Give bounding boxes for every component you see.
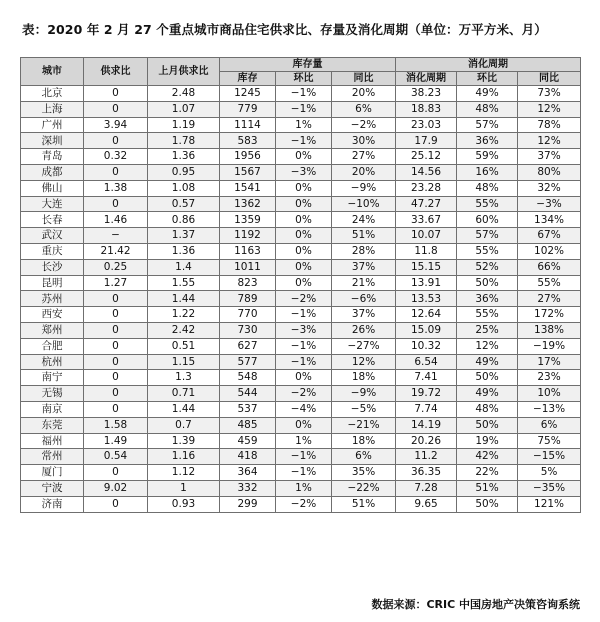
cell-inventory-yoy: 20%: [332, 86, 396, 102]
cell-digest-period: 17.9: [396, 133, 457, 149]
cell-supply-demand-ratio: 1.38: [84, 180, 148, 196]
cell-prev-month-ratio: 2.48: [148, 86, 220, 102]
cell-inventory-mom: −1%: [276, 86, 332, 102]
cell-inventory-yoy: −27%: [332, 338, 396, 354]
cell-inventory: 485: [220, 417, 276, 433]
cell-inventory-mom: −1%: [276, 307, 332, 323]
cell-inventory-yoy: 27%: [332, 149, 396, 165]
cell-city: 武汉: [21, 228, 84, 244]
cell-digest-yoy: 32%: [518, 180, 581, 196]
cell-supply-demand-ratio: 0: [84, 338, 148, 354]
cell-city: 杭州: [21, 354, 84, 370]
cell-city: 苏州: [21, 291, 84, 307]
cell-inventory-mom: 0%: [276, 243, 332, 259]
cell-city: 青岛: [21, 149, 84, 165]
cell-inventory: 418: [220, 449, 276, 465]
cell-digest-mom: 60%: [457, 212, 518, 228]
cell-inventory: 1956: [220, 149, 276, 165]
cell-supply-demand-ratio: 0: [84, 370, 148, 386]
cell-inventory-mom: −1%: [276, 465, 332, 481]
cell-city: 无锡: [21, 386, 84, 402]
cell-city: 合肥: [21, 338, 84, 354]
cell-prev-month-ratio: 0.86: [148, 212, 220, 228]
cell-city: 长春: [21, 212, 84, 228]
cell-digest-period: 19.72: [396, 386, 457, 402]
cell-inventory: 1163: [220, 243, 276, 259]
cell-inventory-mom: 0%: [276, 180, 332, 196]
cell-digest-yoy: −19%: [518, 338, 581, 354]
cell-digest-period: 9.65: [396, 496, 457, 512]
cell-digest-mom: 52%: [457, 259, 518, 275]
cell-prev-month-ratio: 1.39: [148, 433, 220, 449]
cell-inventory-mom: 0%: [276, 417, 332, 433]
cell-inventory-mom: 1%: [276, 480, 332, 496]
cell-prev-month-ratio: 0.71: [148, 386, 220, 402]
cell-digest-yoy: −13%: [518, 401, 581, 417]
cell-digest-mom: 48%: [457, 180, 518, 196]
cell-digest-yoy: 80%: [518, 164, 581, 180]
cell-digest-mom: 59%: [457, 149, 518, 165]
cell-digest-period: 10.32: [396, 338, 457, 354]
cell-digest-mom: 19%: [457, 433, 518, 449]
cell-inventory-yoy: −22%: [332, 480, 396, 496]
cell-prev-month-ratio: 1.78: [148, 133, 220, 149]
cell-city: 郑州: [21, 322, 84, 338]
cell-digest-mom: 49%: [457, 386, 518, 402]
cell-digest-period: 36.35: [396, 465, 457, 481]
cell-digest-yoy: 78%: [518, 117, 581, 133]
cell-city: 济南: [21, 496, 84, 512]
cell-prev-month-ratio: 1.16: [148, 449, 220, 465]
table-row: [21, 370, 581, 386]
cell-city: 上海: [21, 101, 84, 117]
cell-prev-month-ratio: 0.7: [148, 417, 220, 433]
table-row: [21, 386, 581, 402]
cell-inventory-mom: 0%: [276, 149, 332, 165]
cell-digest-yoy: 66%: [518, 259, 581, 275]
cell-prev-month-ratio: 0.51: [148, 338, 220, 354]
cell-digest-mom: 55%: [457, 243, 518, 259]
cell-digest-mom: 57%: [457, 228, 518, 244]
table-row: [21, 480, 581, 496]
cell-city: 东莞: [21, 417, 84, 433]
cell-inventory-mom: 1%: [276, 117, 332, 133]
cell-prev-month-ratio: 1.3: [148, 370, 220, 386]
table-row: [21, 417, 581, 433]
cell-inventory-mom: −1%: [276, 338, 332, 354]
cell-inventory: 1359: [220, 212, 276, 228]
cell-inventory: 1114: [220, 117, 276, 133]
cell-inventory: 1541: [220, 180, 276, 196]
cell-inventory: 544: [220, 386, 276, 402]
cell-digest-period: 11.2: [396, 449, 457, 465]
cell-digest-yoy: −15%: [518, 449, 581, 465]
cell-prev-month-ratio: 1.36: [148, 243, 220, 259]
cell-digest-yoy: 12%: [518, 101, 581, 117]
cell-city: 重庆: [21, 243, 84, 259]
cell-prev-month-ratio: 0.95: [148, 164, 220, 180]
cell-inventory-yoy: 35%: [332, 465, 396, 481]
cell-supply-demand-ratio: 1.46: [84, 212, 148, 228]
cell-city: 北京: [21, 86, 84, 102]
cell-digest-yoy: 172%: [518, 307, 581, 323]
header-digest-period: 消化周期: [396, 72, 457, 86]
cell-inventory: 770: [220, 307, 276, 323]
cell-city: 成都: [21, 164, 84, 180]
cell-supply-demand-ratio: 0.25: [84, 259, 148, 275]
cell-digest-mom: 12%: [457, 338, 518, 354]
cell-digest-mom: 50%: [457, 370, 518, 386]
table-row: [21, 449, 581, 465]
cell-inventory-yoy: −5%: [332, 401, 396, 417]
cell-prev-month-ratio: 1.44: [148, 291, 220, 307]
cell-supply-demand-ratio: 0.32: [84, 149, 148, 165]
cell-inventory-mom: 0%: [276, 370, 332, 386]
cell-inventory-yoy: 20%: [332, 164, 396, 180]
cell-city: 厦门: [21, 465, 84, 481]
cell-digest-mom: 36%: [457, 291, 518, 307]
cell-supply-demand-ratio: 0: [84, 86, 148, 102]
cell-digest-yoy: 27%: [518, 291, 581, 307]
cell-prev-month-ratio: 1.12: [148, 465, 220, 481]
cell-supply-demand-ratio: 0: [84, 133, 148, 149]
cell-inventory-mom: −4%: [276, 401, 332, 417]
cell-prev-month-ratio: 1: [148, 480, 220, 496]
cell-inventory-yoy: 24%: [332, 212, 396, 228]
cell-digest-mom: 36%: [457, 133, 518, 149]
table-row: [21, 307, 581, 323]
cell-inventory: 1011: [220, 259, 276, 275]
cell-supply-demand-ratio: 0: [84, 164, 148, 180]
cell-digest-yoy: 12%: [518, 133, 581, 149]
table-row: [21, 196, 581, 212]
cell-digest-mom: 57%: [457, 117, 518, 133]
table-row: [21, 117, 581, 133]
table-row: [21, 291, 581, 307]
cell-prev-month-ratio: 1.55: [148, 275, 220, 291]
cell-digest-mom: 42%: [457, 449, 518, 465]
cell-inventory-yoy: −6%: [332, 291, 396, 307]
cell-inventory-yoy: 28%: [332, 243, 396, 259]
cell-supply-demand-ratio: 0: [84, 496, 148, 512]
cell-inventory-yoy: −2%: [332, 117, 396, 133]
cell-prev-month-ratio: 1.19: [148, 117, 220, 133]
cell-inventory-mom: 0%: [276, 196, 332, 212]
header-digest-mom: 环比: [457, 72, 518, 86]
cell-city: 西安: [21, 307, 84, 323]
cell-digest-mom: 50%: [457, 275, 518, 291]
cell-inventory: 730: [220, 322, 276, 338]
cell-inventory-mom: −2%: [276, 496, 332, 512]
cell-digest-period: 6.54: [396, 354, 457, 370]
cell-inventory-yoy: 6%: [332, 449, 396, 465]
header-prev-month-ratio: 上月供求比: [148, 58, 220, 86]
table-title: 表：2020 年 2 月 27 个重点城市商品住宅供求比、存量及消化周期（单位：万平方米、月）: [22, 22, 547, 37]
cell-digest-period: 23.28: [396, 180, 457, 196]
cell-digest-period: 7.41: [396, 370, 457, 386]
cell-inventory: 1362: [220, 196, 276, 212]
table-row: [21, 86, 581, 102]
cell-inventory: 332: [220, 480, 276, 496]
cell-inventory: 299: [220, 496, 276, 512]
cell-prev-month-ratio: 1.15: [148, 354, 220, 370]
cell-inventory: 823: [220, 275, 276, 291]
cell-digest-yoy: 138%: [518, 322, 581, 338]
cell-digest-period: 38.23: [396, 86, 457, 102]
cell-city: 深圳: [21, 133, 84, 149]
cell-city: 昆明: [21, 275, 84, 291]
table-row: [21, 228, 581, 244]
cell-city: 佛山: [21, 180, 84, 196]
cell-digest-mom: 55%: [457, 196, 518, 212]
cell-inventory-yoy: 21%: [332, 275, 396, 291]
header-digest-yoy: 同比: [518, 72, 581, 86]
cell-digest-period: 25.12: [396, 149, 457, 165]
table-body: [21, 86, 581, 513]
cell-supply-demand-ratio: 1.27: [84, 275, 148, 291]
cell-inventory: 364: [220, 465, 276, 481]
cell-digest-period: 7.28: [396, 480, 457, 496]
cell-prev-month-ratio: 0.57: [148, 196, 220, 212]
cell-city: 常州: [21, 449, 84, 465]
table-row: [21, 275, 581, 291]
header-inventory: 库存: [220, 72, 276, 86]
cell-prev-month-ratio: 2.42: [148, 322, 220, 338]
cell-supply-demand-ratio: 0: [84, 465, 148, 481]
cell-inventory-yoy: 18%: [332, 433, 396, 449]
cell-prev-month-ratio: 1.22: [148, 307, 220, 323]
data-source-note: 数据来源：CRIC 中国房地产决策咨询系统: [371, 598, 580, 611]
cell-digest-period: 20.26: [396, 433, 457, 449]
cell-inventory-mom: −1%: [276, 101, 332, 117]
cell-digest-period: 18.83: [396, 101, 457, 117]
cell-digest-yoy: 10%: [518, 386, 581, 402]
cell-inventory: 583: [220, 133, 276, 149]
cell-supply-demand-ratio: 0: [84, 322, 148, 338]
table-row: [21, 243, 581, 259]
cell-city: 长沙: [21, 259, 84, 275]
cell-prev-month-ratio: 1.37: [148, 228, 220, 244]
cell-inventory-mom: −2%: [276, 291, 332, 307]
cell-digest-yoy: 55%: [518, 275, 581, 291]
table-row: [21, 465, 581, 481]
cell-digest-period: 47.27: [396, 196, 457, 212]
cell-digest-yoy: 23%: [518, 370, 581, 386]
header-city: 城市: [21, 58, 84, 86]
cell-inventory: 537: [220, 401, 276, 417]
cell-digest-yoy: 121%: [518, 496, 581, 512]
cell-digest-mom: 48%: [457, 401, 518, 417]
cell-digest-yoy: 6%: [518, 417, 581, 433]
cell-city: 南宁: [21, 370, 84, 386]
cell-city: 大连: [21, 196, 84, 212]
cell-inventory-mom: 0%: [276, 259, 332, 275]
cell-city: 福州: [21, 433, 84, 449]
cell-inventory-yoy: 6%: [332, 101, 396, 117]
cell-supply-demand-ratio: 0: [84, 291, 148, 307]
cell-digest-period: 23.03: [396, 117, 457, 133]
cell-inventory: 789: [220, 291, 276, 307]
cell-digest-yoy: 17%: [518, 354, 581, 370]
cell-inventory-yoy: 37%: [332, 307, 396, 323]
header-supply-demand-ratio: 供求比: [84, 58, 148, 86]
cell-inventory-yoy: 51%: [332, 496, 396, 512]
cell-inventory-mom: −1%: [276, 133, 332, 149]
cell-digest-period: 11.8: [396, 243, 457, 259]
cell-digest-period: 12.64: [396, 307, 457, 323]
table-row: [21, 212, 581, 228]
cell-digest-mom: 50%: [457, 496, 518, 512]
cell-supply-demand-ratio: 1.49: [84, 433, 148, 449]
cell-digest-period: 33.67: [396, 212, 457, 228]
header-digest-group: 消化周期: [396, 58, 581, 72]
table-row: [21, 338, 581, 354]
cell-inventory-mom: −3%: [276, 322, 332, 338]
cell-digest-period: 13.91: [396, 275, 457, 291]
cell-digest-period: 7.74: [396, 401, 457, 417]
cell-prev-month-ratio: 1.44: [148, 401, 220, 417]
cell-digest-mom: 16%: [457, 164, 518, 180]
cell-inventory: 627: [220, 338, 276, 354]
cell-supply-demand-ratio: 0: [84, 354, 148, 370]
housing-data-table: [20, 57, 581, 513]
cell-digest-period: 10.07: [396, 228, 457, 244]
cell-prev-month-ratio: 1.08: [148, 180, 220, 196]
table-row: [21, 354, 581, 370]
cell-digest-period: 15.09: [396, 322, 457, 338]
cell-inventory-yoy: 26%: [332, 322, 396, 338]
cell-digest-mom: 50%: [457, 417, 518, 433]
cell-supply-demand-ratio: 0: [84, 307, 148, 323]
cell-supply-demand-ratio: 0.54: [84, 449, 148, 465]
cell-supply-demand-ratio: 1.58: [84, 417, 148, 433]
cell-digest-yoy: −3%: [518, 196, 581, 212]
cell-digest-yoy: 5%: [518, 465, 581, 481]
cell-digest-mom: 49%: [457, 354, 518, 370]
cell-supply-demand-ratio: 0: [84, 196, 148, 212]
cell-city: 南京: [21, 401, 84, 417]
cell-digest-yoy: −35%: [518, 480, 581, 496]
cell-inventory-yoy: −9%: [332, 180, 396, 196]
cell-inventory-mom: 0%: [276, 228, 332, 244]
header-inventory-group: 库存量: [220, 58, 396, 72]
cell-inventory-yoy: 30%: [332, 133, 396, 149]
cell-inventory-yoy: 12%: [332, 354, 396, 370]
header-inventory-mom: 环比: [276, 72, 332, 86]
cell-inventory: 459: [220, 433, 276, 449]
cell-inventory: 1567: [220, 164, 276, 180]
cell-inventory-mom: −2%: [276, 386, 332, 402]
cell-supply-demand-ratio: 3.94: [84, 117, 148, 133]
cell-supply-demand-ratio: 0: [84, 401, 148, 417]
cell-prev-month-ratio: 0.93: [148, 496, 220, 512]
cell-inventory: 577: [220, 354, 276, 370]
table-row: [21, 101, 581, 117]
cell-digest-mom: 55%: [457, 307, 518, 323]
cell-prev-month-ratio: 1.36: [148, 149, 220, 165]
cell-inventory-mom: −1%: [276, 354, 332, 370]
cell-digest-yoy: 37%: [518, 149, 581, 165]
cell-digest-yoy: 134%: [518, 212, 581, 228]
cell-digest-mom: 51%: [457, 480, 518, 496]
cell-inventory-yoy: 37%: [332, 259, 396, 275]
table-row: [21, 433, 581, 449]
cell-digest-mom: 49%: [457, 86, 518, 102]
cell-digest-period: 14.19: [396, 417, 457, 433]
table-row: [21, 164, 581, 180]
cell-digest-yoy: 67%: [518, 228, 581, 244]
cell-digest-yoy: 75%: [518, 433, 581, 449]
cell-supply-demand-ratio: 0: [84, 386, 148, 402]
cell-supply-demand-ratio: 21.42: [84, 243, 148, 259]
cell-inventory-mom: −3%: [276, 164, 332, 180]
cell-inventory-yoy: 51%: [332, 228, 396, 244]
table-row: [21, 259, 581, 275]
cell-digest-period: 15.15: [396, 259, 457, 275]
cell-inventory: 779: [220, 101, 276, 117]
cell-inventory-yoy: −21%: [332, 417, 396, 433]
table-row: [21, 149, 581, 165]
cell-inventory: 1245: [220, 86, 276, 102]
cell-supply-demand-ratio: 9.02: [84, 480, 148, 496]
table-row: [21, 322, 581, 338]
cell-supply-demand-ratio: −: [84, 228, 148, 244]
table-row: [21, 180, 581, 196]
cell-prev-month-ratio: 1.4: [148, 259, 220, 275]
cell-inventory-yoy: 18%: [332, 370, 396, 386]
cell-inventory-yoy: −10%: [332, 196, 396, 212]
table-row: [21, 401, 581, 417]
cell-inventory-mom: 1%: [276, 433, 332, 449]
table-row: [21, 133, 581, 149]
cell-city: 宁波: [21, 480, 84, 496]
cell-supply-demand-ratio: 0: [84, 101, 148, 117]
cell-inventory-mom: 0%: [276, 212, 332, 228]
cell-prev-month-ratio: 1.07: [148, 101, 220, 117]
cell-digest-period: 13.53: [396, 291, 457, 307]
cell-digest-yoy: 73%: [518, 86, 581, 102]
cell-digest-yoy: 102%: [518, 243, 581, 259]
cell-inventory-mom: 0%: [276, 275, 332, 291]
cell-city: 广州: [21, 117, 84, 133]
cell-digest-period: 14.56: [396, 164, 457, 180]
cell-inventory-mom: −1%: [276, 449, 332, 465]
cell-inventory-yoy: −9%: [332, 386, 396, 402]
cell-digest-mom: 48%: [457, 101, 518, 117]
cell-inventory: 1192: [220, 228, 276, 244]
cell-inventory: 548: [220, 370, 276, 386]
header-inventory-yoy: 同比: [332, 72, 396, 86]
cell-digest-mom: 25%: [457, 322, 518, 338]
cell-digest-mom: 22%: [457, 465, 518, 481]
table-row: [21, 496, 581, 512]
